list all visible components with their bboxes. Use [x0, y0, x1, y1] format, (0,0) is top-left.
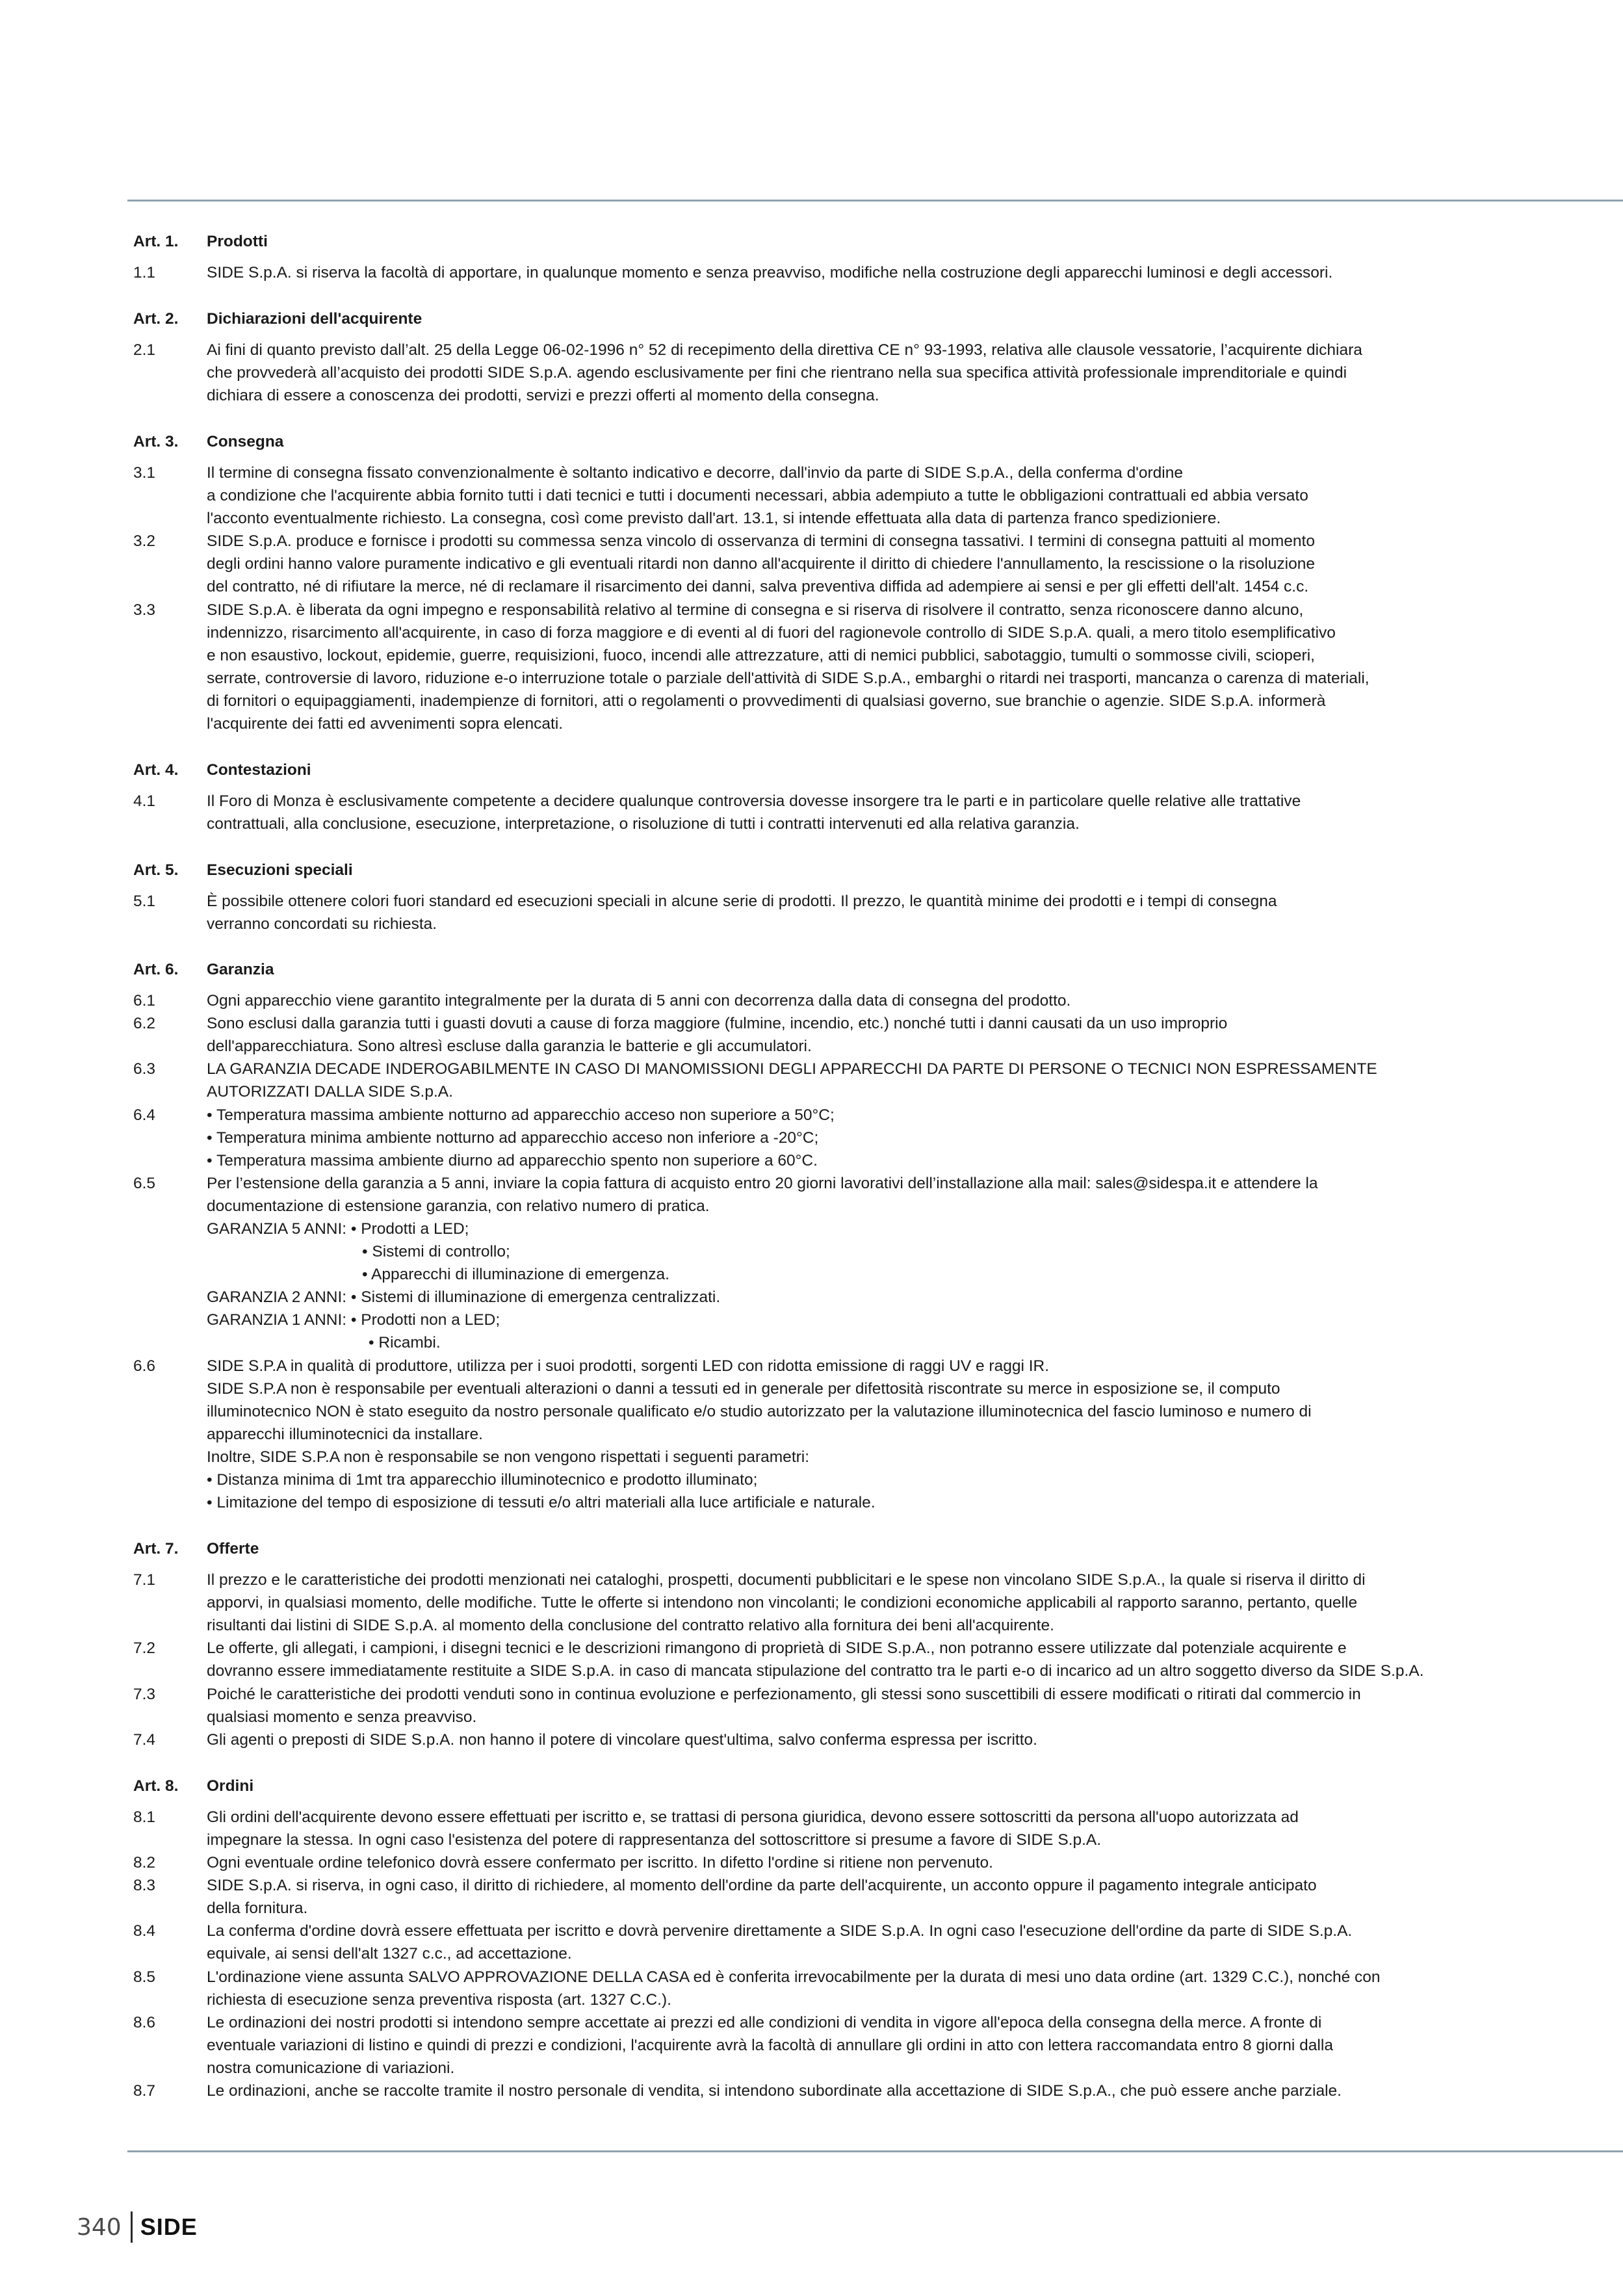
clause-text-line: SIDE S.P.A non è responsabile per eventuali alterazioni o danni a tessuti ed in generale per difettosità riscontrate su merce in esposizione se, il computo [207, 1380, 1280, 1398]
clause-text-line: illuminotecnico NON è stato eseguito da nostro personale qualificato e/o studio autorizzato per la valutazione illuminotecnica del fascio luminoso e numero di [207, 1403, 1312, 1420]
clause-number: 7.4 [133, 1731, 156, 1749]
clause-number: 6.5 [133, 1175, 156, 1192]
clause-text-line: eventuale variazioni di listino e quindi di prezzi e condizioni, l'acquirente avrà la facoltà di annullare gli ordini in atto con lettera raccomandata entro 8 giorni dalla [207, 2037, 1333, 2054]
article-number: Art. 1. [133, 233, 179, 250]
clause-text-line: dichiara di essere a conoscenza dei prodotti, servizi e prezzi offerti al momento della consegna. [207, 387, 879, 404]
article-number: Art. 3. [133, 433, 179, 450]
brand-logo: SIDE [140, 2213, 198, 2240]
clause-number: 6.2 [133, 1015, 156, 1032]
clause-text-line: SIDE S.P.A in qualità di produttore, utilizza per i suoi prodotti, sorgenti LED con ridotta emissione di raggi UV e raggi IR. [207, 1357, 1049, 1375]
clause-text-line: • Limitazione del tempo di esposizione di tessuti e/o altri materiali alla luce artificiale e naturale. [207, 1494, 876, 1511]
clause-text-line: • Temperatura massima ambiente diurno ad apparecchio spento non superiore a 60°C. [207, 1152, 818, 1169]
clause-text-line: verranno concordati su richiesta. [207, 915, 437, 933]
clause-text-line: di fornitori o equipaggiamenti, inadempienze di fornitori, atti o regolamenti o provvedimenti di qualsiasi governo, sue branchie o agenzie. SIDE S.p.A. informerà [207, 692, 1326, 710]
clause-text-line: Sono esclusi dalla garanzia tutti i guasti dovuti a cause di forza maggiore (fulmine, incendio, etc.) nonché tutti i danni causati da un uso improprio [207, 1015, 1228, 1032]
clause-text-line: SIDE S.p.A. si riserva, in ogni caso, il diritto di richiedere, al momento dell'ordine da parte dell'acquirente, un acconto oppure il pagamento integrale anticipato [207, 1877, 1317, 1894]
footer-separator [131, 2211, 133, 2243]
clause-number: 6.4 [133, 1106, 156, 1124]
clause-text-line: Inoltre, SIDE S.P.A non è responsabile se non vengono rispettati i seguenti parametri: [207, 1448, 810, 1466]
article-number: Art. 2. [133, 310, 179, 328]
clause-text-line: Gli ordini dell'acquirente devono essere effettuati per iscritto e, se trattasi di persona giuridica, devono essere sottoscritti da persona all'uopo autorizzata ad [207, 1808, 1299, 1826]
clause-number: 4.1 [133, 792, 156, 810]
article-number: Art. 5. [133, 861, 179, 879]
clause-text-line: L'ordinazione viene assunta SALVO APPROVAZIONE DELLA CASA ed è conferita irrevocabilmente per la durata di mesi uno data ordine (art. 1329 C.C.), nonché con [207, 1968, 1381, 1986]
clause-number: 3.3 [133, 601, 156, 619]
clause-number: 2.1 [133, 341, 156, 359]
clause-text-line: Il prezzo e le caratteristiche dei prodotti menzionati nei cataloghi, prospetti, documenti pubblicitari e le spese non vincolano SIDE S.p.A., la quale si riserva il diritto di [207, 1571, 1366, 1589]
clause-text-line: Le ordinazioni dei nostri prodotti si intendono sempre accettate ai prezzi ed alle condizioni di vendita in vigore all'epoca della consegna della merce. A fronte di [207, 2014, 1322, 2031]
clause-text-line: a condizione che l'acquirente abbia fornito tutti i dati tecnici e tutti i documenti necessari, abbia adempiuto a tutte le obbligazioni contrattuali ed abbia versato [207, 487, 1308, 504]
clause-text-line: SIDE S.p.A. produce e fornisce i prodotti su commessa senza vincolo di osservanza di termini di consegna tassativi. I termini di consegna pattuiti al momento [207, 532, 1315, 550]
clause-number: 8.4 [133, 1922, 156, 1940]
article-number: Art. 6. [133, 961, 179, 978]
article-title: Consegna [207, 433, 284, 450]
article-title: Ordini [207, 1777, 254, 1795]
clause-number: 8.2 [133, 1854, 156, 1872]
clause-text-line: Il Foro di Monza è esclusivamente competente a decidere qualunque controversia dovesse insorgere tra le parti e in particolare quelle relative alle trattative [207, 792, 1301, 810]
clause-text-line: equivale, ai sensi dell'alt 1327 c.c., ad accettazione. [207, 1945, 572, 1963]
clause-text-line: È possibile ottenere colori fuori standard ed esecuzioni speciali in alcune serie di prodotti. Il prezzo, le quantità minime dei prodotti e i tempi di consegna [207, 893, 1277, 910]
article-title: Dichiarazioni dell'acquirente [207, 310, 422, 328]
clause-text-line: LA GARANZIA DECADE INDEROGABILMENTE IN CASO DI MANOMISSIONI DEGLI APPARECCHI DA PARTE DI PERSONE O TECNICI NON ESPRESSAMENTE [207, 1060, 1377, 1078]
clause-text-line: richiesta di esecuzione senza preventiva risposta (art. 1327 C.C.). [207, 1991, 671, 2009]
clause-text-line: risultanti dai listini di SIDE S.p.A. al momento della conclusione del contratto relativo alla fornitura dei beni all'acquirente. [207, 1617, 1054, 1634]
clause-number: 1.1 [133, 264, 156, 281]
clause-text-line: l'acconto eventualmente richiesto. La consegna, così come previsto dall'art. 13.1, si intende effettuata alla data di partenza franco spedizioniere. [207, 510, 1221, 527]
clause-text-line: • Ricambi. [369, 1334, 441, 1351]
bottom-divider [127, 2150, 1623, 2152]
article-number: Art. 4. [133, 761, 179, 779]
clause-text-line: • Distanza minima di 1mt tra apparecchio illuminotecnico e prodotto illuminato; [207, 1471, 758, 1489]
clause-text-line: nostra comunicazione di variazioni. [207, 2059, 455, 2077]
clause-text-line: Le offerte, gli allegati, i campioni, i disegni tecnici e le descrizioni rimangono di proprietà di SIDE S.p.A., non potranno essere utilizzate dal potenziale acquirente e [207, 1639, 1347, 1657]
clause-text-line: • Temperatura massima ambiente notturno ad apparecchio acceso non superiore a 50°C; [207, 1106, 835, 1124]
clause-number: 5.1 [133, 893, 156, 910]
clause-text-line: indennizzo, risarcimento all'acquirente, in caso di forza maggiore e di eventi al di fuori del ragionevole controllo di SIDE S.p.A. quali, a mero titolo esemplificativo [207, 624, 1336, 642]
clause-text-line: qualsiasi momento e senza preavviso. [207, 1708, 477, 1726]
clause-text-line: del contratto, né di rifiutare la merce, né di reclamare il risarcimento dei danni, salva preventiva diffida ad adempiere ai sensi e per gli effetti dell'alt. 1454 c.c. [207, 578, 1309, 595]
article-title: Contestazioni [207, 761, 311, 779]
clause-text-line: dovranno essere immediatamente restituite a SIDE S.p.A. in caso di mancata stipulazione del contratto tra le parti e-o di incarico ad un altro soggetto diverso da SIDE S.p.A. [207, 1662, 1424, 1680]
clause-number: 8.7 [133, 2082, 156, 2100]
clause-number: 8.3 [133, 1877, 156, 1894]
article-title: Offerte [207, 1540, 259, 1558]
clause-number: 7.3 [133, 1686, 156, 1703]
clause-text-line: • Apparecchi di illuminazione di emergenza. [362, 1266, 669, 1283]
clause-text-line: serrate, controversie di lavoro, riduzione e-o interruzione totale o parziale dell'attività di SIDE S.p.A., embarghi o ritardi nei trasporti, mancanza o carenza di materiali, [207, 670, 1370, 687]
clause-text-line: e non esaustivo, lockout, epidemie, guerre, requisizioni, fuoco, incendi alle attrezzature, atti di nemici pubblici, sabotaggio, tumulti o sommosse civili, scioperi, [207, 647, 1315, 664]
clause-number: 3.1 [133, 464, 156, 482]
clause-text-line: GARANZIA 1 ANNI: • Prodotti non a LED; [207, 1311, 500, 1329]
clause-text-line: Poiché le caratteristiche dei prodotti venduti sono in continua evoluzione e perfezionamento, gli stessi sono suscettibili di essere modificati o ritirati dal commercio in [207, 1686, 1361, 1703]
clause-number: 6.3 [133, 1060, 156, 1078]
clause-text-line: contrattuali, alla conclusione, esecuzione, interpretazione, o risoluzione di tutti i contratti intervenuti ed alla relativa garanzia. [207, 815, 1080, 833]
clause-text-line: l'acquirente dei fatti ed avvenimenti sopra elencati. [207, 715, 564, 733]
clause-number: 6.1 [133, 992, 156, 1010]
clause-text-line: Ogni eventuale ordine telefonico dovrà essere confermato per iscritto. In difetto l'ordine si ritiene non pervenuto. [207, 1854, 993, 1872]
clause-text-line: documentazione di estensione garanzia, con relativo numero di pratica. [207, 1197, 710, 1215]
clause-text-line: Ai fini di quanto previsto dall’alt. 25 della Legge 06-02-1996 n° 52 di recepimento della direttiva CE n° 93-1993, relativa alle clausole vessatorie, l’acquirente dichiara [207, 341, 1362, 359]
article-number: Art. 7. [133, 1540, 179, 1558]
clause-text-line: • Temperatura minima ambiente notturno ad apparecchio acceso non inferiore a -20°C; [207, 1129, 819, 1147]
clause-number: 8.1 [133, 1808, 156, 1826]
page-footer [77, 2210, 198, 2244]
clause-number: 8.5 [133, 1968, 156, 1986]
clause-text-line: GARANZIA 5 ANNI: • Prodotti a LED; [207, 1220, 469, 1238]
clause-text-line: della fornitura. [207, 1899, 308, 1917]
clause-text-line: • Sistemi di controllo; [362, 1243, 510, 1260]
clause-text-line: La conferma d'ordine dovrà essere effettuata per iscritto e dovrà pervenire direttamente a SIDE S.p.A. In ogni caso l'esecuzione dell'ordine da parte di SIDE S.p.A. [207, 1922, 1353, 1940]
clause-text-line: Gli agenti o preposti di SIDE S.p.A. non hanno il potere di vincolare quest'ultima, salvo conferma espressa per iscritto. [207, 1731, 1037, 1749]
article-title: Garanzia [207, 961, 274, 978]
clause-text-line: apparecchi illuminotecnici da installare. [207, 1426, 483, 1443]
article-title: Prodotti [207, 233, 268, 250]
clause-text-line: Il termine di consegna fissato convenzionalmente è soltanto indicativo e decorre, dall'invio da parte di SIDE S.p.A., della conferma d'ordine [207, 464, 1183, 482]
clause-text-line: SIDE S.p.A. si riserva la facoltà di apportare, in qualunque momento e senza preavviso, modifiche nella costruzione degli apparecchi luminosi e degli accessori. [207, 264, 1333, 281]
clause-text-line: degli ordini hanno valore puramente indicativo e gli eventuali ritardi non danno all'acquirente il diritto di chiedere l'annullamento, la rescissione o la risoluzione [207, 555, 1315, 573]
clause-text-line: Per l’estensione della garanzia a 5 anni, inviare la copia fattura di acquisto entro 20 giorni lavorativi dell’installazione alla mail: sales@sidespa.it e attendere la [207, 1175, 1318, 1192]
clause-text-line: Ogni apparecchio viene garantito integralmente per la durata di 5 anni con decorrenza dalla data di consegna del prodotto. [207, 992, 1071, 1010]
clause-text-line: GARANZIA 2 ANNI: • Sistemi di illuminazione di emergenza centralizzati. [207, 1288, 721, 1306]
page-number: 340 [77, 2213, 122, 2241]
clause-number: 3.2 [133, 532, 156, 550]
clause-number: 7.2 [133, 1639, 156, 1657]
article-number: Art. 8. [133, 1777, 179, 1795]
clause-number: 7.1 [133, 1571, 156, 1589]
clause-text-line: AUTORIZZATI DALLA SIDE S.p.A. [207, 1083, 453, 1101]
clause-text-line: SIDE S.p.A. è liberata da ogni impegno e responsabilità relativo al termine di consegna e si riserva di risolvere il contratto, senza riconoscere danno alcuno, [207, 601, 1304, 619]
clause-number: 6.6 [133, 1357, 156, 1375]
clause-text-line: apporvi, in qualsiasi momento, delle modifiche. Tutte le offerte si intendono non vincolanti; le condizioni economiche applicabili al rapporto saranno, pertanto, quelle [207, 1594, 1358, 1611]
clause-number: 8.6 [133, 2014, 156, 2031]
article-title: Esecuzioni speciali [207, 861, 353, 879]
clause-text-line: impegnare la stessa. In ogni caso l'esistenza del potere di rappresentanza del sottoscrittore si presume a favore di SIDE S.p.A. [207, 1831, 1102, 1849]
clause-text-line: Le ordinazioni, anche se raccolte tramite il nostro personale di vendita, si intendono subordinate alla accettazione di SIDE S.p.A., che può essere anche parziale. [207, 2082, 1342, 2100]
clause-text-line: dell'apparecchiatura. Sono altresì escluse dalla garanzia le batterie e gli accumulatori. [207, 1037, 812, 1055]
clause-text-line: che provvederà all’acquisto dei prodotti SIDE S.p.A. agendo esclusivamente per fini che rientrano nella sua specifica attività professionale imprenditoriale e quindi [207, 364, 1347, 382]
